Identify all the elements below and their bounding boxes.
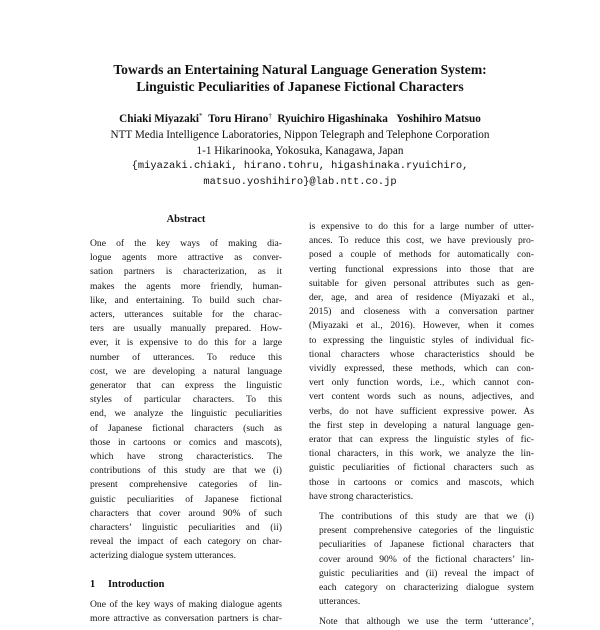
text-line: cover around 90% of the fictional characters’ lin- [319, 553, 534, 565]
title-line-2: Linguistic Peculiarities of Japanese Fictional Characters [136, 79, 464, 94]
text-line: verbs, do not have sufficient expressive power. As [309, 405, 534, 417]
text-line: posed a couple of methods for automatically con- [309, 249, 534, 261]
text-line: characters that cover around 90% of such [90, 507, 282, 519]
title-line-1: Towards an Entertaining Natural Language Generation System: [113, 62, 487, 77]
text-line: logue agents more attractive as conver- [90, 252, 282, 264]
text-line: like, and entertaining. To build such char- [90, 294, 282, 306]
introduction-text [90, 598, 282, 626]
text-line: contributions of this study are that we (i) [90, 465, 282, 477]
text-line: present comprehensive categories of lin- [90, 479, 282, 491]
text-line: Note that although we use the term ‘utterance’, [319, 616, 534, 628]
text-line: more attractive as conversation partners is char- [90, 613, 282, 625]
section-number: 1 [90, 578, 96, 590]
text-line: number of utterances. To reduce this [90, 351, 282, 363]
paragraph-1 [309, 220, 534, 504]
text-line: the first step in developing a natural language gen- [309, 419, 534, 431]
text-line: tional characters, in this work, we analyze the lin- [309, 448, 534, 460]
text-line: der, age, and area of residence (Miyazaki et al., [309, 292, 534, 304]
text-line: guistic peculiarities of Japanese fictional [90, 493, 282, 505]
text-line: erator that can express the linguistic styles of fic- [309, 434, 534, 446]
text-line: those in cartoons or comics and mascots), [90, 436, 282, 448]
left-column [90, 213, 282, 626]
text-line: tional characters whose characteristics should be [309, 348, 534, 360]
address: 1-1 Hikarinooka, Yokosuka, Kanagawa, Japan [196, 144, 404, 157]
text-line: ever, it is expensive to do this for a large [90, 337, 282, 349]
author-1-mark: * [199, 112, 203, 120]
text-line: acters, utterances suitable for the charac- [90, 309, 282, 321]
author-3: Ryuichiro Higashinaka [277, 113, 388, 125]
email-line-2: matsuo.yoshihiro}@lab.ntt.co.jp [203, 176, 397, 189]
text-line: ters are usually manually prepared. How- [90, 323, 282, 335]
text-line: 2015) and closeness with a conversation partner [309, 306, 534, 318]
text-line: verting functional expressions into those that are [309, 263, 534, 275]
author-2: Toru Hirano [208, 113, 269, 125]
text-line: characters’ linguistic peculiarities and (ii) [90, 522, 282, 534]
text-line: present comprehensive categories of the linguistic [319, 525, 534, 537]
text-line: sation partners is characterization, as it [90, 266, 282, 278]
abstract-body [90, 237, 282, 564]
text-line: acterizing dialogue system utterances. [90, 550, 236, 562]
text-line: have strong characteristics. [309, 490, 414, 502]
author-2-mark: † [268, 112, 272, 120]
text-line: One of the key ways of making dia- [90, 238, 282, 249]
author-block [0, 109, 600, 191]
abstract-heading: Abstract [166, 214, 206, 225]
text-line: cost, we are developing a natural language [90, 365, 282, 377]
text-line: reveal the impact of each category on char- [90, 536, 282, 548]
text-line: guistic peculiarities of fictional characters such as [309, 462, 534, 474]
author-names [0, 109, 600, 128]
text-line: vert content words such as nouns, adjectives, and [309, 391, 534, 403]
email-line-1: {miyazaki.chiaki, hirano.tohru, higashinaka.ryuichiro, [131, 160, 469, 173]
text-line: guistic peculiarities and (ii) reveal the impact of [319, 567, 534, 579]
text-line: makes the agents more friendly, human- [90, 280, 282, 292]
text-line: each category on characterizing dialogue system [319, 582, 534, 594]
text-line: vividly expressed, these methods, which can con- [309, 363, 534, 375]
text-line: which have strong characteristics. The [90, 451, 282, 463]
affiliation: NTT Media Intelligence Laboratories, Nippon Telegraph and Telephone Corporation [110, 128, 490, 141]
author-1: Chiaki Miyazaki [119, 113, 200, 125]
text-line: is expensive to do this for a large number of utter- [309, 221, 534, 232]
text-line: One of the key ways of making dialogue agents [90, 598, 282, 610]
text-line: end, we analyze the linguistic peculiarities [90, 408, 282, 420]
text-line: ances. To reduce this cost, we have previously pro- [309, 235, 534, 247]
paragraph-2 [309, 510, 534, 609]
paper-title [0, 61, 600, 95]
text-line: The contributions of this study are that we (i) [319, 511, 534, 523]
right-column [309, 220, 534, 630]
text-line: (Miyazaki et al., 2016). However, when it comes [309, 320, 534, 332]
author-4: Yoshihiro Matsuo [396, 113, 481, 125]
text-line: those in cartoons or comics and mascots, which [309, 476, 534, 488]
introduction-heading [90, 578, 282, 592]
paragraph-3 [309, 615, 534, 629]
text-line: to expressing the linguistic styles of individual fic- [309, 334, 534, 346]
text-line: suitable for given personal attributes such as gen- [309, 277, 534, 289]
text-line: vert only function words, i.e., which cannot con- [309, 377, 534, 389]
text-line: generator that can express the linguistic [90, 380, 282, 392]
text-line: styles of particular characters. To this [90, 394, 282, 406]
section-title: Introduction [108, 578, 165, 590]
text-line: utterances. [319, 596, 361, 608]
text-line: peculiarities of Japanese fictional characters that [319, 539, 534, 551]
text-line: of Japanese fictional characters (such as [90, 422, 282, 434]
